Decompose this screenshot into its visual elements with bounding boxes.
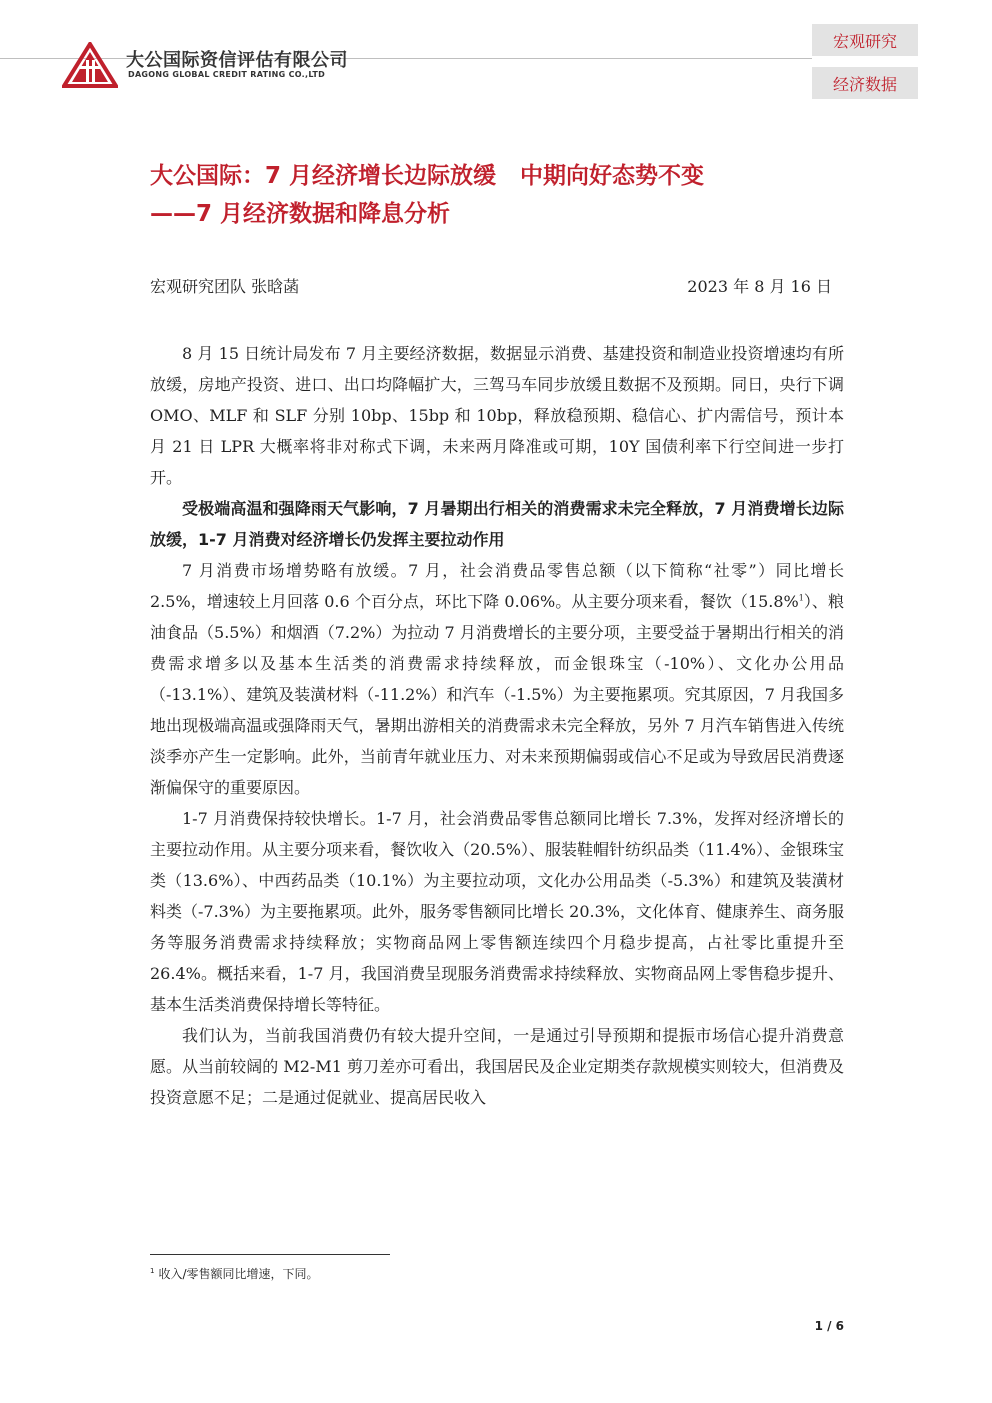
paragraph-text: ）、粮油食品（5.5%）和烟酒（7.2%）为拉动 7 月消费增长的主要分项，主要受益于暑期出行相关的消费需求增多以及基本生活类的消费需求持续释放，而金银珠宝（-10%）、文化办公用品（-13.1%）、建筑及装潢材料（-11.2%）和汽车（-1.5%）为主要拖累项。究其原因，7 月我国多地出现极端高温或强降雨天气，暑期出游相关的消费需求未完全释放，另外 7 月汽车销售进入传统淡季亦产生一定影响。此外，当前青年就业压力、对未来预期偏弱或信心不足或为导致居民消费逐渐偏保守的重要原因。	[150, 592, 844, 797]
category-tag-econ-data: 经济数据	[812, 67, 918, 99]
footnote-ref: 1	[798, 593, 804, 603]
footnote-text: 收入/零售额同比增速，下同。	[158, 1267, 319, 1281]
footnote-divider	[150, 1254, 390, 1255]
footnote	[150, 1265, 319, 1282]
title-line-2: ——7 月经济数据和降息分析	[150, 201, 451, 227]
title-line-1: 大公国际：7 月经济增长边际放缓 中期向好态势不变	[150, 163, 705, 189]
category-tag-macro: 宏观研究	[812, 24, 918, 56]
paragraph-text: 7 月消费市场增势略有放缓。7 月，社会消费品零售总额（以下简称“社零”）同比增长 2.5%，增速较上月回落 0.6 个百分点，环比下降 0.06%。从主要分项来看，餐饮（15.8%	[150, 561, 844, 611]
report-body	[150, 338, 844, 1113]
paragraph-jan-jul-consumption: 1-7 月消费保持较快增长。1-7 月，社会消费品零售总额同比增长 7.3%，发挥对经济增长的主要拉动作用。从主要分项来看，餐饮收入（20.5%）、服装鞋帽针纺织品类（11.4%）、金银珠宝类（13.6%）、中西药品类（10.1%）为主要拉动项，文化办公用品类（-5.3%）和建筑及装潢材料类（-7.3%）为主要拖累项。此外，服务零售额同比增长 20.3%，文化体育、健康养生、商务服务等服务消费需求持续释放；实物商品网上零售额连续四个月稳步提高，占社零比重提升至 26.4%。概括来看，1-7 月，我国消费呈现服务消费需求持续释放、实物商品网上零售稳步提升、基本生活类消费保持增长等特征。	[150, 809, 844, 1014]
page-number: 1 / 6	[814, 1319, 844, 1333]
section-heading: 受极端高温和强降雨天气影响，7 月暑期出行相关的消费需求未完全释放，7 月消费增长边际放缓，1-7 月消费对经济增长仍发挥主要拉动作用	[150, 499, 844, 549]
paragraph-july-consumption	[150, 555, 844, 803]
report-date: 2023 年 8 月 16 日	[687, 277, 832, 296]
footnote-marker: 1	[150, 1267, 155, 1275]
logo-company-name-en: DAGONG GLOBAL CREDIT RATING CO.,LTD	[128, 70, 326, 79]
author-team: 宏观研究团队 张晗菡	[150, 277, 300, 296]
company-logo	[62, 40, 352, 90]
paragraph-summary: 8 月 15 日统计局发布 7 月主要经济数据，数据显示消费、基建投资和制造业投资增速均有所放缓，房地产投资、进口、出口均降幅扩大，三驾马车同步放缓且数据不及预期。同日，央行下调 OMO、MLF 和 SLF 分别 10bp、15bp 和 10bp，释放稳预期、稳信心、扩内需信号，预计本月 21 日 LPR 大概率将非对称式下调，未来两月降准或可期，10Y 国债利率下行空间进一步打开。	[150, 344, 844, 487]
paragraph-outlook: 我们认为，当前我国消费仍有较大提升空间，一是通过引导预期和提振市场信心提升消费意愿。从当前较阔的 M2-M1 剪刀差亦可看出，我国居民及企业定期类存款规模实则较大，但消费及投资意愿不足；二是通过促就业、提高居民收入	[150, 1026, 844, 1107]
logo-company-name: 大公国际资信评估有限公司	[126, 50, 348, 71]
dagong-logo-icon	[62, 42, 118, 88]
report-title	[150, 157, 850, 233]
